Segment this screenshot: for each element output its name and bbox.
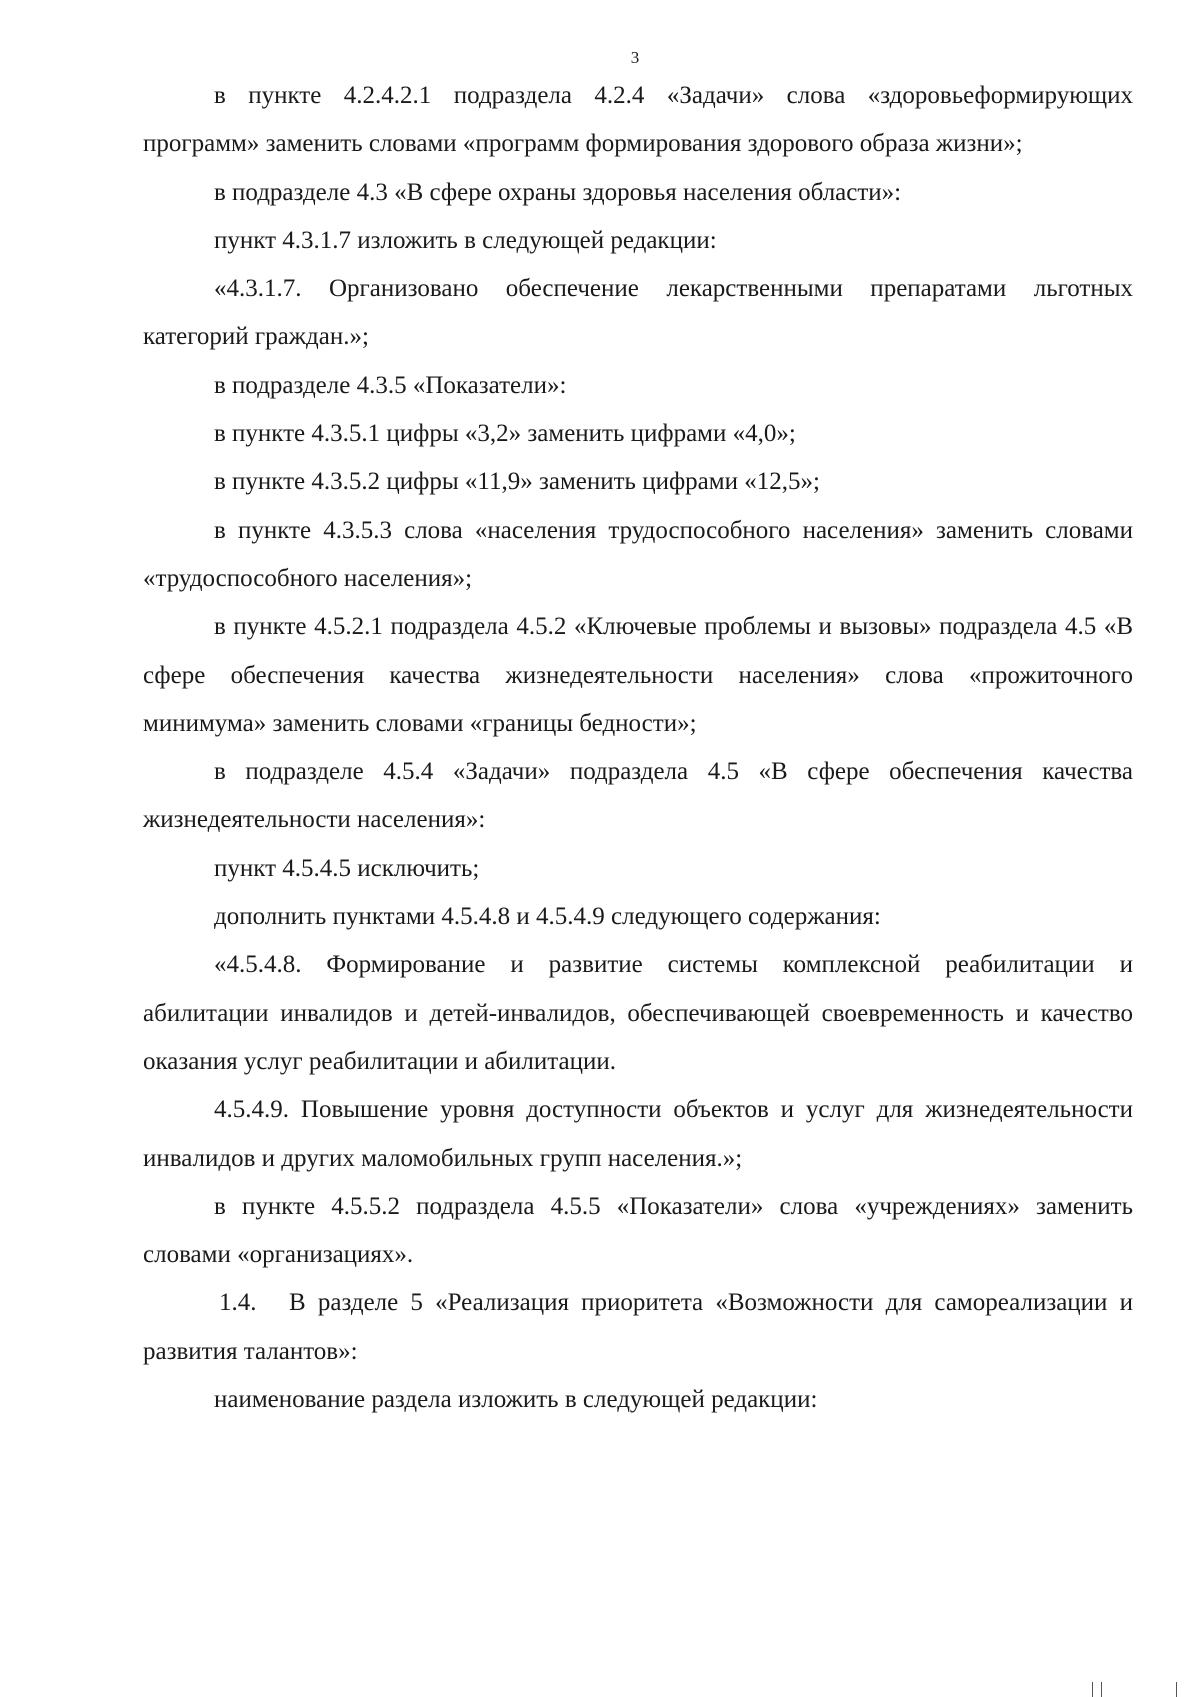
scan-edge-mark [1092, 1682, 1102, 1697]
paragraph-subsection-4-3-5: в подразделе 4.3.5 «Показатели»: [214, 371, 567, 399]
paragraph-closing: наименование раздела изложить в следующей редакции: [214, 1386, 818, 1414]
paragraph-point-4-3-5-1: в пункте 4.3.5.1 цифры «3,2» заменить цифрами «4,0»; [214, 420, 796, 448]
paragraph-point-4-3-5-3: в пункте 4.3.5.3 слова «населения трудоспособного населения» заменить словами «трудоспособного населения»; [143, 516, 1133, 592]
paragraph-point-4-5-5-2: в пункте 4.5.5.2 подраздела 4.5.5 «Показатели» слова «учреждениях» заменить словами «организациях». [143, 1192, 1133, 1269]
document-body [143, 72, 1133, 1424]
paragraph-point-4-5-2-1: в пункте 4.5.2.1 подраздела 4.5.2 «Ключевые проблемы и вызовы» подраздела 4.5 «В сфере обеспечения качества жизнедеятельности населения» слова «прожиточного минимума» заменить словами «границы бедности»; [143, 613, 1133, 737]
paragraph-quote-4-3-1-7: «4.3.1.7. Организовано обеспечение лекарственными препаратами льготных категорий граждан.»; [143, 275, 1133, 351]
paragraph-quote-4-5-4-9: 4.5.4.9. Повышение уровня доступности объектов и услуг для жизнедеятельности инвалидов и других маломобильных групп населения.»; [143, 1096, 1133, 1172]
paragraph-point-4-3-5-2: в пункте 4.3.5.2 цифры «11,9» заменить цифрами «12,5»; [214, 468, 820, 496]
paragraph-subsection-4-5-4: в подразделе 4.5.4 «Задачи» подраздела 4.5 «В сфере обеспечения качества жизнедеятельности населения»: [143, 758, 1133, 834]
page-number: 3 [630, 48, 640, 67]
paragraph-quote-4-5-4-8: «4.5.4.8. Формирование и развитие системы комплексной реабилитации и абилитации инвалидов и детей-инвалидов, обеспечивающей своевременность и качество оказания услуг реабилитации и абилитации. [143, 951, 1133, 1075]
paragraph-point-4-5-4-5: пункт 4.5.4.5 исключить; [214, 854, 480, 882]
paragraph-point-4-3-1-7: пункт 4.3.1.7 изложить в следующей редакции: [214, 226, 717, 254]
paragraph-4-2-4-2-1: в пункте 4.2.4.2.1 подраздела 4.2.4 «Задачи» слова «здоровьеформирующих программ» заменить словами «программ формирования здорового образа жизни»; [143, 82, 1133, 158]
section-number: 1.4. [219, 1289, 257, 1317]
paragraph-subsection-4-3: в подразделе 4.3 «В сфере охраны здоровья населения области»: [214, 178, 902, 206]
section-1-4 [143, 1279, 1133, 1376]
paragraph-add-points: дополнить пунктами 4.5.4.8 и 4.5.4.9 следующего содержания: [214, 903, 881, 931]
scan-edge-mark-right [1176, 1682, 1177, 1697]
section-text: В разделе 5 «Реализация приоритета «Возможности для самореализации и развития талантов»: [143, 1289, 1133, 1365]
